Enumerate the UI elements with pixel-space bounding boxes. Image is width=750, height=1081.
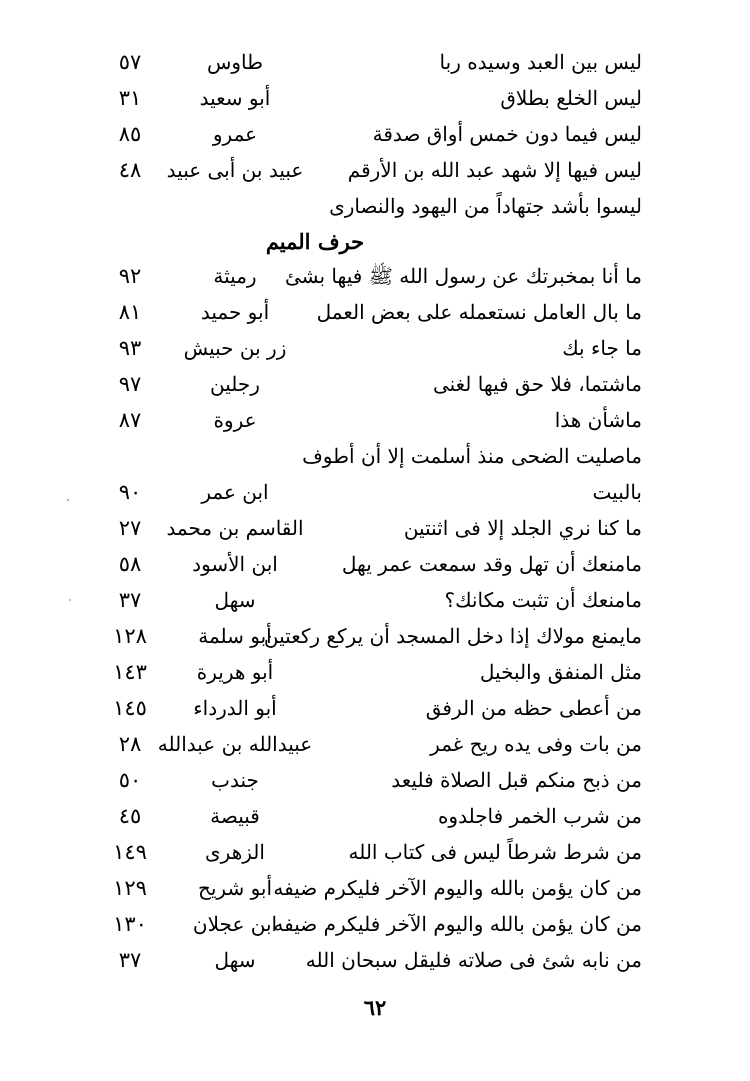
narrator-name: طاوس — [206, 50, 264, 74]
hadith-text: ما كنا نري الجلد إلا فى اثنتين — [403, 516, 642, 540]
page-number: ٦٢ — [363, 995, 387, 1020]
narrator-name: أبو سلمة — [198, 624, 272, 648]
hadith-text: من كان يؤمن بالله واليوم الآخر فليكرم ضيفه — [273, 912, 642, 936]
narrator-name: عروة — [213, 408, 257, 432]
hadith-text: ماصليت الضحى منذ أسلمت إلا أن أطوف — [302, 444, 642, 468]
hadith-text: من شرب الخمر فاجلدوه — [437, 804, 642, 828]
hadith-text: من نابه شئ فى صلاته فليقل سبحان الله — [305, 948, 642, 972]
narrator-name: رميثة — [213, 264, 257, 288]
page-reference: ٥٨ — [118, 552, 142, 576]
hadith-text: من كان يؤمن بالله واليوم الآخر فليكرم ضيفه — [273, 876, 642, 900]
narrator-name: رجلين — [210, 372, 260, 396]
narrator-name: القاسم بن محمد — [166, 516, 304, 540]
page-reference: ٨١ — [118, 300, 142, 324]
hadith-text: ليس فيها إلا شهد عبد الله بن الأرقم — [347, 158, 642, 182]
hadith-text: ماشتما، فلا حق فيها لغنى — [432, 372, 642, 396]
page-reference: ٥٧ — [118, 50, 142, 74]
narrator-name: عمرو — [212, 122, 258, 146]
hadith-text: من شرط شرطاً ليس فى كتاب الله — [348, 840, 642, 864]
hadith-text: مامنعك أن تهل وقد سمعت عمر يهل — [341, 552, 642, 576]
narrator-name: عبيدالله بن عبدالله — [157, 732, 313, 756]
narrator-name: أبو الدرداء — [193, 696, 277, 720]
narrator-name: سهل — [214, 948, 256, 972]
narrator-name: قبيصة — [210, 804, 260, 828]
page-reference: ٢٨ — [118, 732, 142, 756]
hadith-text: ليسوا بأشد جتهاداً من اليهود والنصارى — [329, 194, 642, 218]
hadith-text: ليس فيما دون خمس أواق صدقة — [372, 122, 642, 146]
narrator-name: أبو شريح — [197, 876, 273, 900]
narrator-name: ابن عمر — [201, 480, 269, 504]
section-heading: حرف الميم — [265, 229, 365, 254]
narrator-name: ابن عجلان — [192, 912, 278, 936]
page-reference: ١٢٨ — [113, 624, 147, 648]
page-reference: ٥٠ — [118, 768, 142, 792]
narrator-name: أبو هريرة — [196, 660, 274, 684]
page-reference: ٤٥ — [118, 804, 142, 828]
narrator-name: أبو حميد — [200, 300, 270, 324]
page-reference: ٩٠ — [118, 480, 142, 504]
page-reference: ٨٧ — [118, 408, 142, 432]
narrator-name: سهل — [214, 588, 256, 612]
page-reference: ٩٢ — [118, 264, 142, 288]
page-reference: ٣١ — [118, 86, 142, 110]
narrator-name: الزهرى — [205, 840, 265, 864]
narrator-name: أبو سعيد — [199, 86, 271, 110]
hadith-text: ليس بين العبد وسيده ربا — [439, 50, 642, 74]
page-reference: ١٢٩ — [113, 876, 147, 900]
hadith-text: مايمنع مولاك إذا دخل المسجد أن يركع ركعتين — [263, 624, 642, 648]
page-reference: ١٤٩ — [113, 840, 147, 864]
page-reference: ٣٧ — [118, 588, 142, 612]
hadith-text: ما أنا بمخبرتك عن رسول الله ﷺ فيها بشئ — [285, 264, 642, 288]
hadith-text: مثل المنفق والبخيل — [479, 660, 642, 684]
hadith-text: ليس الخلع بطلاق — [500, 86, 642, 110]
hadith-text: من أعطى حظه من الرفق — [425, 696, 642, 720]
hadith-text: ما جاء بك — [562, 336, 642, 360]
page-reference: ١٣٠ — [113, 912, 147, 936]
hadith-text: ماشأن هذا — [554, 408, 642, 432]
hadith-text: بالبيت — [592, 480, 642, 504]
hadith-text: من ذبح منكم قبل الصلاة فليعد — [391, 768, 642, 792]
page-reference: ١٤٥ — [113, 696, 147, 720]
page-reference: ١٤٣ — [113, 660, 147, 684]
narrator-name: زر بن حبيش — [183, 336, 287, 360]
narrator-name: ابن الأسود — [192, 552, 278, 576]
narrator-name: عبيد بن أبى عبيد — [166, 158, 304, 182]
hadith-text: ما بال العامل نستعمله على بعض العمل — [316, 300, 642, 324]
page-reference: ٨٥ — [118, 122, 142, 146]
hadith-text: من بات وفى يده ريح غمر — [430, 732, 642, 756]
page-reference: ٤٨ — [118, 158, 142, 182]
page-reference: ٩٣ — [118, 336, 142, 360]
narrator-name: جندب — [211, 768, 259, 792]
page-reference: ٢٧ — [118, 516, 142, 540]
page-reference: ٣٧ — [118, 948, 142, 972]
hadith-text: مامنعك أن تثبت مكانك؟ — [444, 588, 642, 612]
page-reference: ٩٧ — [118, 372, 142, 396]
